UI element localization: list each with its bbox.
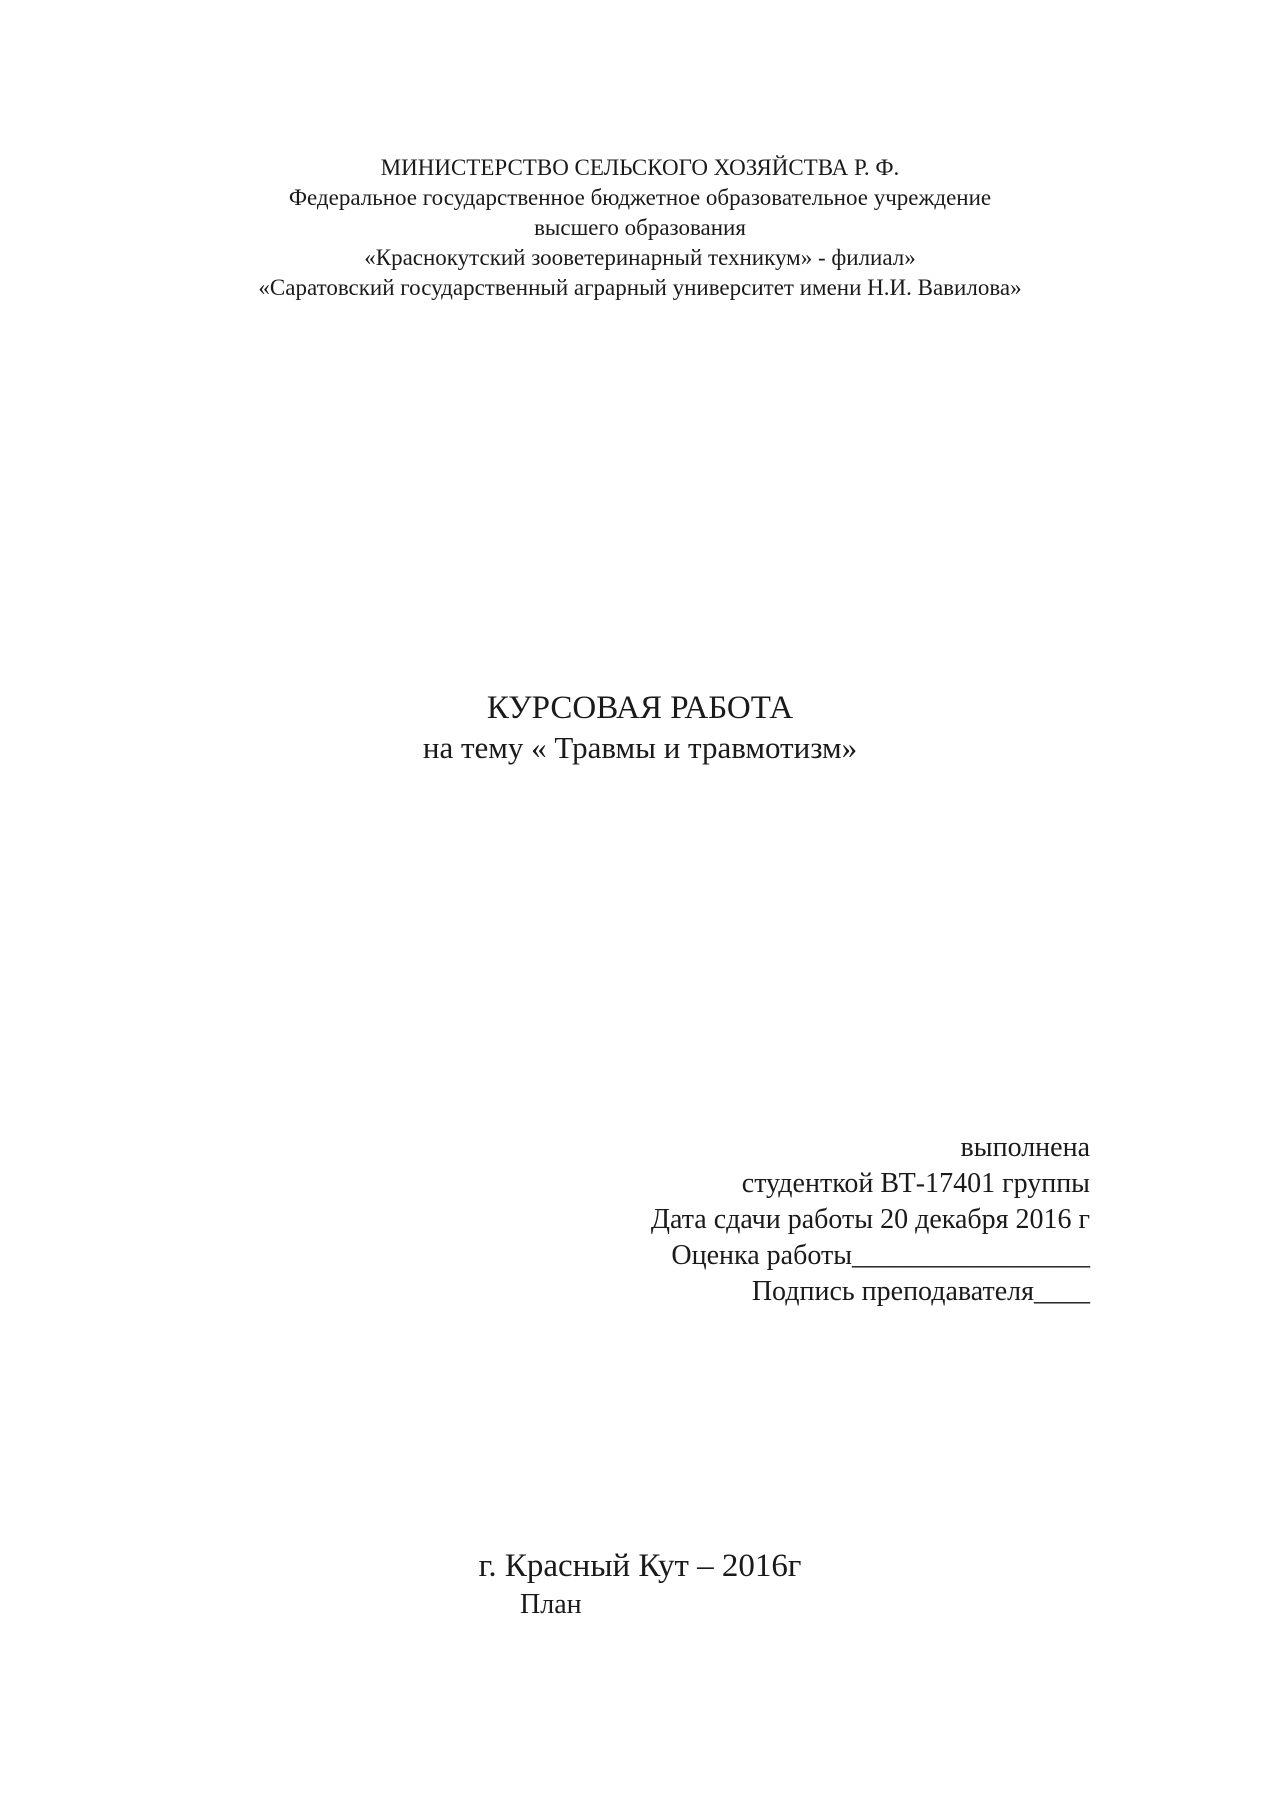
city-year: г. Красный Кут – 2016г [478, 1548, 802, 1584]
submission-date: Дата сдачи работы 20 декабря 2016 г [650, 1204, 1090, 1235]
institution-type-line: Федеральное государственное бюджетное образовательное учреждение [288, 185, 992, 210]
performed-label: выполнена [960, 1132, 1090, 1163]
author-info-block [651, 1130, 1090, 1310]
teacher-signature-line: Подпись преподавателя____ [751, 1276, 1090, 1307]
college-name-line: «Краснокутский зооветеринарный техникум» - филиал» [364, 245, 916, 270]
grade-line: Оценка работы_________________ [671, 1240, 1090, 1271]
student-group: студенткой ВТ-17401 группы [741, 1168, 1090, 1199]
ministry-line: МИНИСТЕРСТВО СЕЛЬСКОГО ХОЗЯЙСТВА Р. Ф. [380, 155, 900, 180]
document-topic: на тему « Травмы и травмотизм» [422, 730, 858, 765]
title-block [0, 688, 1280, 768]
document-title: КУРСОВАЯ РАБОТА [486, 690, 794, 726]
education-level-line: высшего образования [534, 215, 746, 240]
university-name-line: «Саратовский государственный аграрный университет имени Н.И. Вавилова» [258, 275, 1022, 300]
institution-header [0, 153, 1280, 303]
plan-heading: План [520, 1589, 582, 1620]
